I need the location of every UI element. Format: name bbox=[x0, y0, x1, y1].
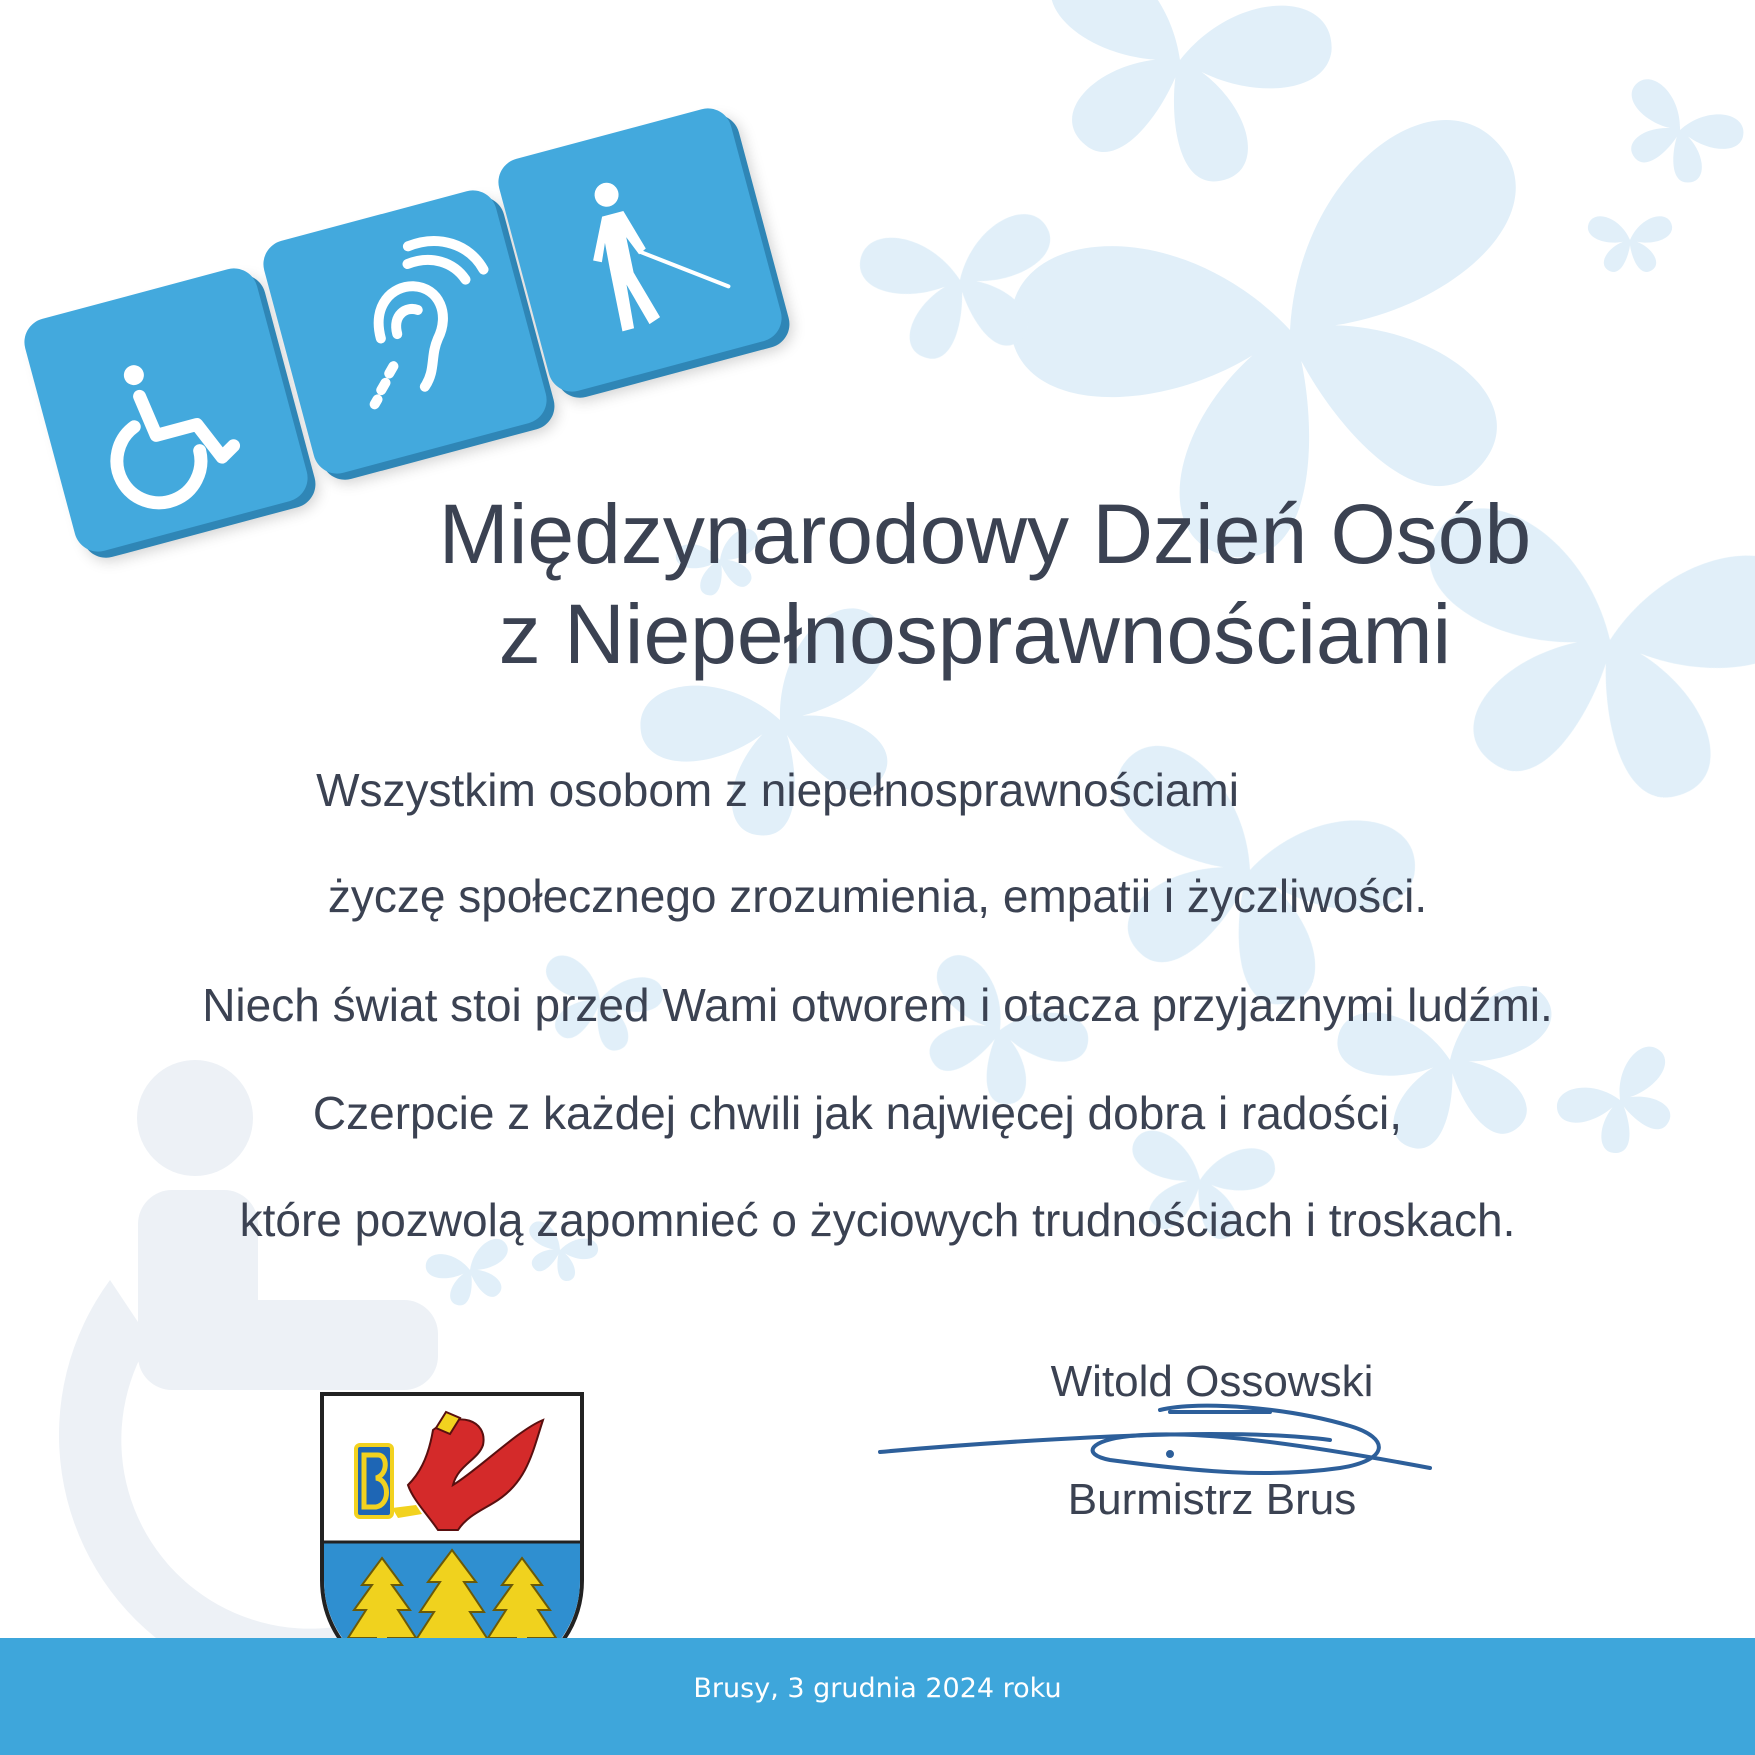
message-line: które pozwolą zapomnieć o życiowych trudnościach i troskach. bbox=[239, 1194, 1516, 1246]
signer-role: Burmistrz Brus bbox=[1067, 1475, 1357, 1524]
message-line: Wszystkim osobom z niepełnosprawnościami bbox=[316, 764, 1239, 816]
signer-name: Witold Ossowski bbox=[1050, 1357, 1374, 1406]
footer-place-date: Brusy, 3 grudnia 2024 roku bbox=[693, 1673, 1062, 1704]
message-line: Czerpcie z każdej chwili jak najwięcej dobra i radości, bbox=[312, 1087, 1403, 1139]
message-line: życzę społecznego zrozumienia, empatii i życzliwości. bbox=[327, 870, 1428, 922]
page-title-line-1: Międzynarodowy Dzień Osób bbox=[438, 487, 1532, 581]
message-line: Niech świat stoi przed Wami otworem i otacza przyjaznymi ludźmi. bbox=[202, 979, 1553, 1031]
page-title-line-2: z Niepełnosprawnościami bbox=[498, 587, 1452, 681]
